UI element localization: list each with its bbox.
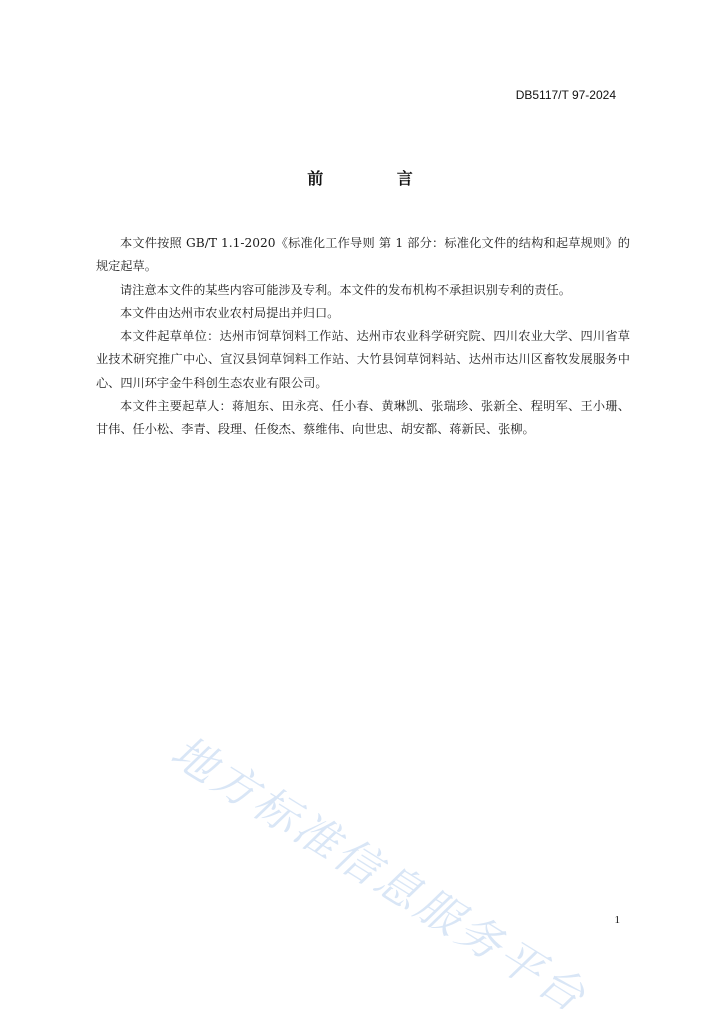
paragraph-patent-notice: 请注意本文件的某些内容可能涉及专利。本文件的发布机构不承担识别专利的责任。 (120, 282, 571, 297)
document-code: DB5117/T 97-2024 (515, 88, 616, 102)
page-title: 前 言 (307, 169, 447, 188)
paragraph-drafters: 本文件主要起草人：蒋旭东、田永亮、任小春、黄琳凯、张瑞珍、张新全、程明军、王小珊、甘伟、任小松、李青、段理、任俊杰、蔡维伟、向世忠、胡安都、蒋新民、张柳。 (96, 399, 630, 437)
paragraph-proposer: 本文件由达州市农业农村局提出并归口。 (120, 305, 340, 320)
foreword-body (96, 232, 630, 442)
page-number: 1 (614, 914, 620, 926)
watermark: 地方标准信息服务平台 (162, 726, 597, 1024)
paragraph-drafting-rules: 本文件按照 GB/T 1.1-2020《标准化工作导则 第 1 部分：标准化文件的结构和起草规则》的规定起草。 (96, 236, 630, 274)
paragraph-drafting-units: 本文件起草单位：达州市饲草饲料工作站、达州市农业科学研究院、四川农业大学、四川省草业技术研究推广中心、宣汉县饲草饲料工作站、大竹县饲草饲料站、达州市达川区畜牧发展服务中心、四川环宇金牛科创生态农业有限公司。 (96, 329, 630, 390)
